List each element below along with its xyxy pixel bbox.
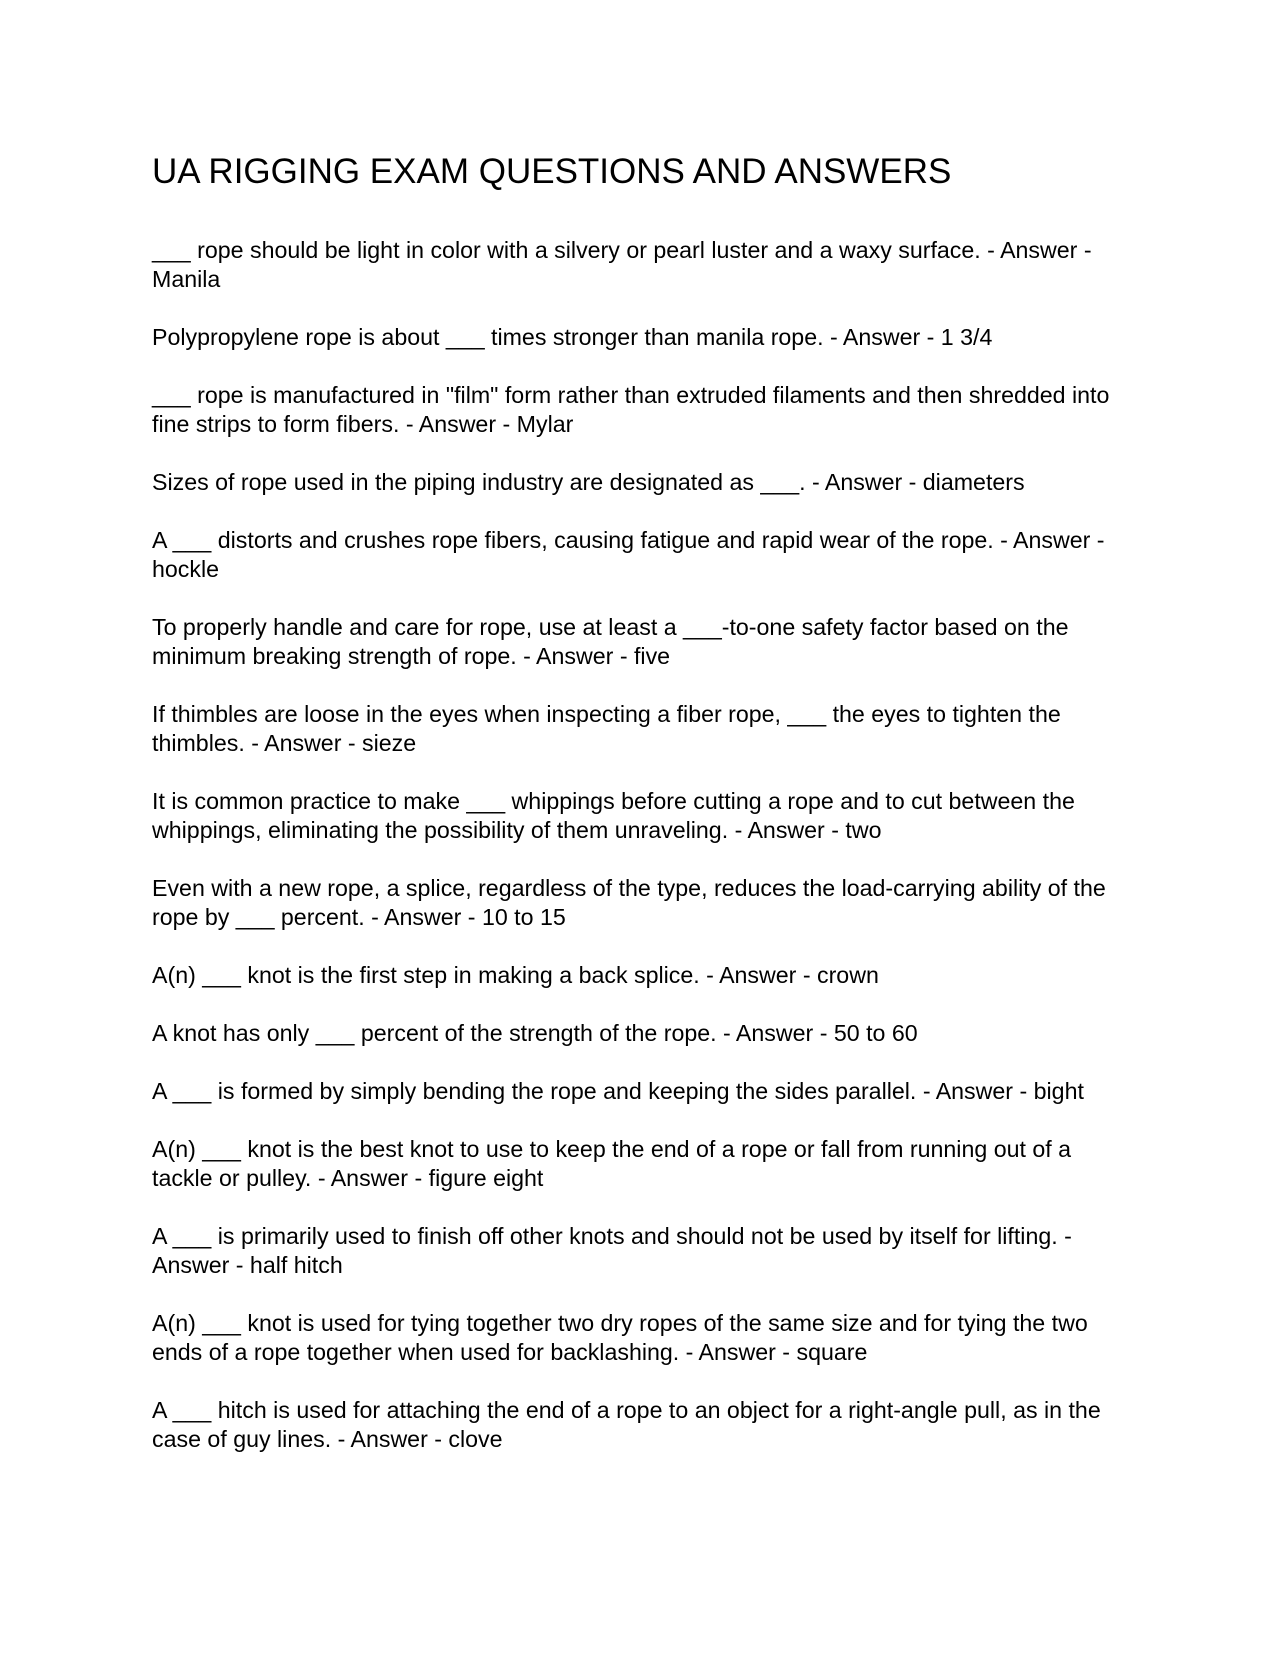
qa-item: ___ rope should be light in color with a silvery or pearl luster and a waxy surface. - Answer - Manila bbox=[152, 237, 1092, 292]
qa-item: Sizes of rope used in the piping industry are designated as ___. - Answer - diameters bbox=[152, 469, 1025, 495]
qa-item: To properly handle and care for rope, use at least a ___-to-one safety factor based on the minimum breaking strength of rope. - Answer - five bbox=[152, 614, 1069, 669]
qa-item: A(n) ___ knot is the best knot to use to keep the end of a rope or fall from running out of a tackle or pulley. - Answer - figure eight bbox=[152, 1136, 1072, 1191]
qa-item: A knot has only ___ percent of the strength of the rope. - Answer - 50 to 60 bbox=[152, 1020, 918, 1046]
qa-item: It is common practice to make ___ whippings before cutting a rope and to cut between the whippings, eliminating the possibility of them unraveling. - Answer - two bbox=[152, 788, 1075, 843]
qa-list bbox=[152, 236, 1132, 1483]
qa-item: Polypropylene rope is about ___ times stronger than manila rope. - Answer - 1 3/4 bbox=[152, 324, 993, 350]
qa-item: A ___ is formed by simply bending the rope and keeping the sides parallel. - Answer - bight bbox=[152, 1078, 1084, 1104]
qa-item: A ___ hitch is used for attaching the end of a rope to an object for a right-angle pull, as in the case of guy lines. - Answer - clove bbox=[152, 1397, 1101, 1452]
qa-item: Even with a new rope, a splice, regardless of the type, reduces the load-carrying ability of the rope by ___ percent. - Answer - 10 to 15 bbox=[152, 875, 1106, 930]
document-title: UA RIGGING EXAM QUESTIONS AND ANSWERS bbox=[152, 152, 952, 191]
qa-item: A ___ distorts and crushes rope fibers, causing fatigue and rapid wear of the rope. - Answer - hockle bbox=[152, 527, 1105, 582]
qa-item: A(n) ___ knot is the first step in making a back splice. - Answer - crown bbox=[152, 962, 879, 988]
qa-item: A ___ is primarily used to finish off other knots and should not be used by itself for lifting. - Answer - half hitch bbox=[152, 1223, 1072, 1278]
qa-item: If thimbles are loose in the eyes when inspecting a fiber rope, ___ the eyes to tighten the thimbles. - Answer - sieze bbox=[152, 701, 1061, 756]
qa-item: ___ rope is manufactured in "film" form rather than extruded filaments and then shredded into fine strips to form fibers. - Answer - Mylar bbox=[152, 382, 1110, 437]
qa-item: A(n) ___ knot is used for tying together two dry ropes of the same size and for tying the two ends of a rope together when used for backlashing. - Answer - square bbox=[152, 1310, 1088, 1365]
